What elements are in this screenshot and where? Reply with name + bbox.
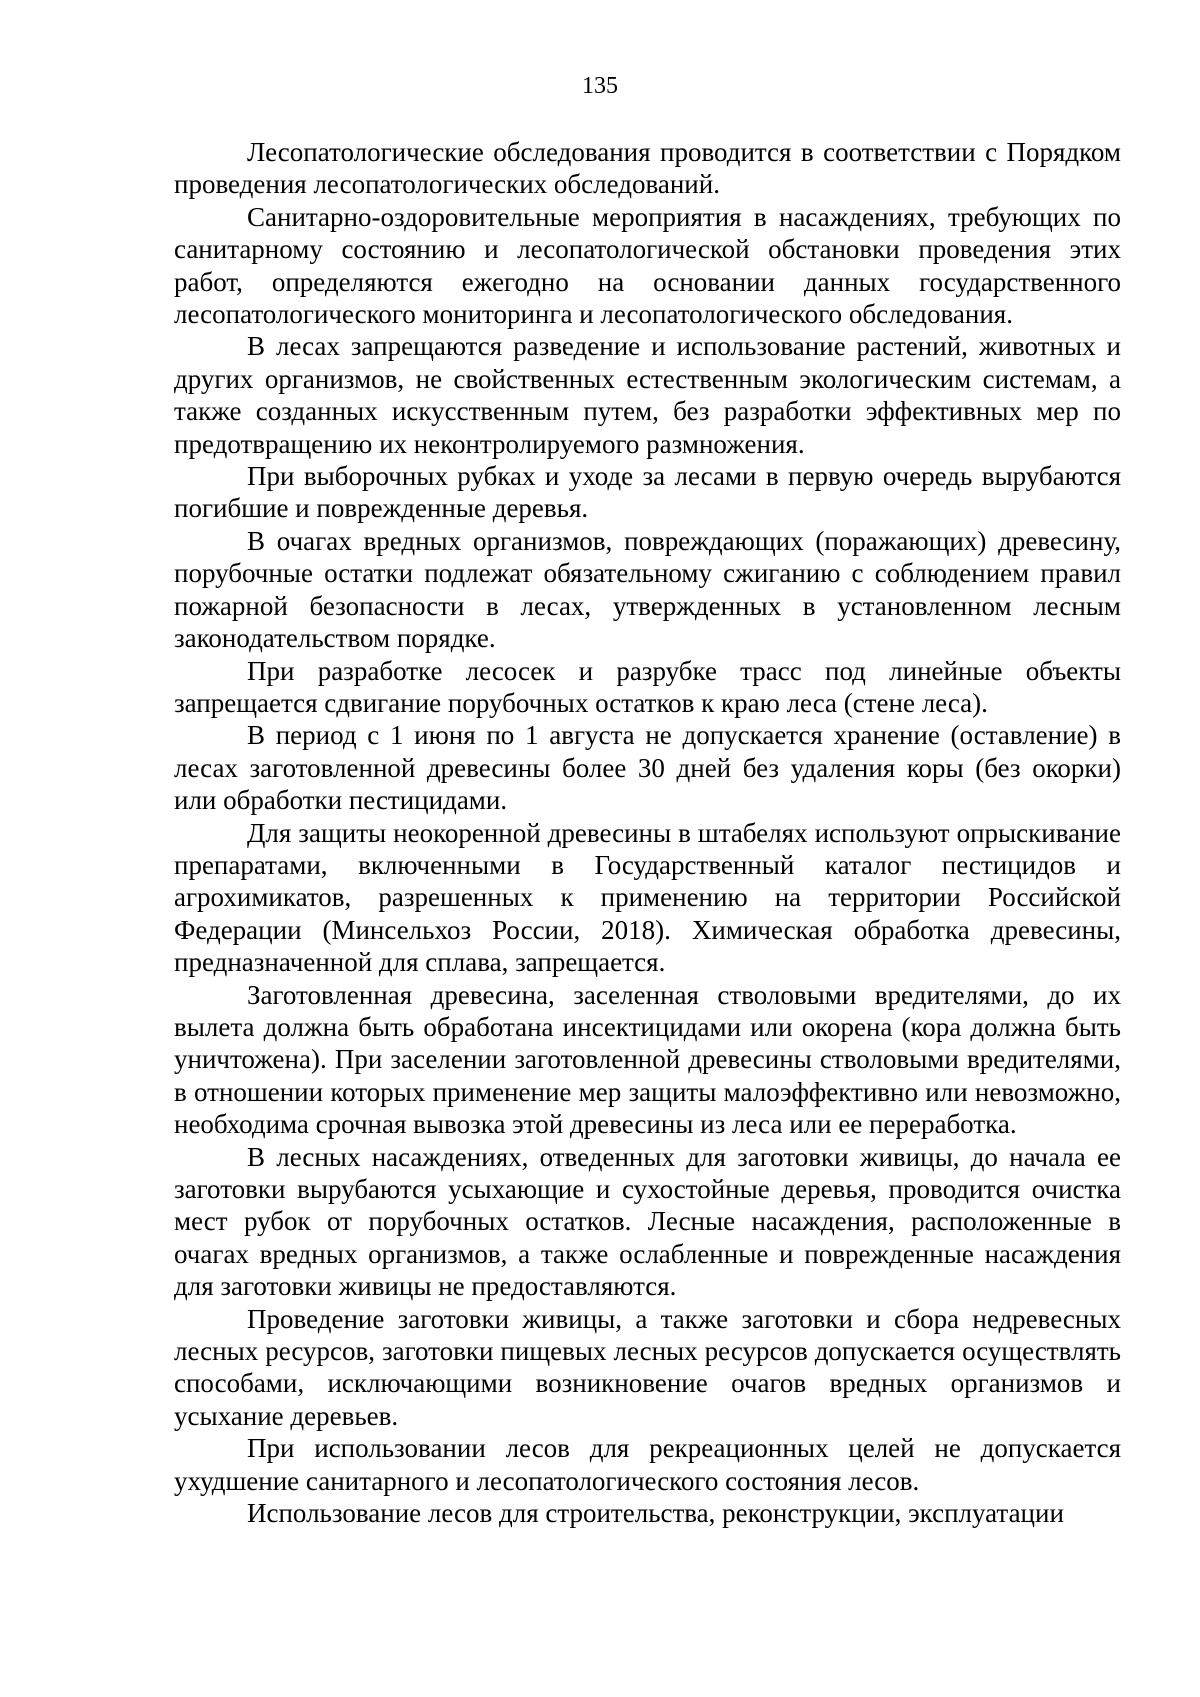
paragraph: В лесах запрещаются разведение и использование растений, животных и других организмов, не свойственных естественным экологическим системам, а также созданных искусственным путем, без разработки эффективных мер по предотвращению их неконтролируемого размножения.: [174, 331, 1121, 459]
paragraph: В лесных насаждениях, отведенных для заготовки живицы, до начала ее заготовки вырубаются усыхающие и сухостойные деревья, проводится очистка мест рубок от порубочных остатков. Лесные насаждения, расположенные в очагах вредных организмов, а также ослабленные и поврежденные насаждения для заготовки живицы не предоставляются.: [174, 1141, 1121, 1302]
document-body: [174, 136, 1121, 1529]
paragraph: Использование лесов для строительства, реконструкции, эксплуатации: [247, 1498, 1064, 1529]
page-number: 135: [582, 73, 618, 99]
paragraph: Заготовленная древесина, заселенная стволовыми вредителями, до их вылета должна быть обработана инсектицидами или окорена (кора должна быть уничтожена). При заселении заготовленной древесины стволовыми вредителями, в отношении которых применение мер защиты малоэффективно или невозможно, необходима срочная вывозка этой древесины из леса или ее переработка.: [174, 979, 1121, 1140]
paragraph: Санитарно-оздоровительные мероприятия в насаждениях, требующих по санитарному состоянию и лесопатологической обстановки проведения этих работ, определяются ежегодно на основании данных государственного лесопатологического мониторинга и лесопатологического обследования.: [174, 201, 1121, 330]
paragraph: В очагах вредных организмов, повреждающих (поражающих) древесину, порубочные остатки подлежат обязательному сжиганию с соблюдением правил пожарной безопасности в лесах, утвержденных в установленном лесным законодательством порядке.: [174, 525, 1121, 654]
paragraph: Лесопатологические обследования проводится в соответствии с Порядком проведения лесопатологических обследований.: [174, 137, 1121, 200]
paragraph: При использовании лесов для рекреационных целей не допускается ухудшение санитарного и лесопатологического состояния лесов.: [174, 1433, 1121, 1496]
paragraph: Для защиты неокоренной древесины в штабелях используют опрыскивание препаратами, включенными в Государственный каталог пестицидов и агрохимикатов, разрешенных к применению на территории Российской Федерации (Минсельхоз России, 2018). Химическая обработка древесины, предназначенной для сплава, запрещается.: [174, 817, 1121, 978]
paragraph: Проведение заготовки живицы, а также заготовки и сбора недревесных лесных ресурсов, заготовки пищевых лесных ресурсов допускается осуществлять способами, исключающими возникновение очагов вредных организмов и усыхание деревьев.: [174, 1303, 1121, 1431]
paragraph: При разработке лесосек и разрубке трасс под линейные объекты запрещается сдвигание порубочных остатков к краю леса (стене леса).: [174, 655, 1121, 718]
paragraph: При выборочных рубках и уходе за лесами в первую очередь вырубаются погибшие и поврежденные деревья.: [174, 461, 1121, 524]
paragraph: В период с 1 июня по 1 августа не допускается хранение (оставление) в лесах заготовленной древесины более 30 дней без удаления коры (без окорки) или обработки пестицидами.: [174, 720, 1121, 816]
